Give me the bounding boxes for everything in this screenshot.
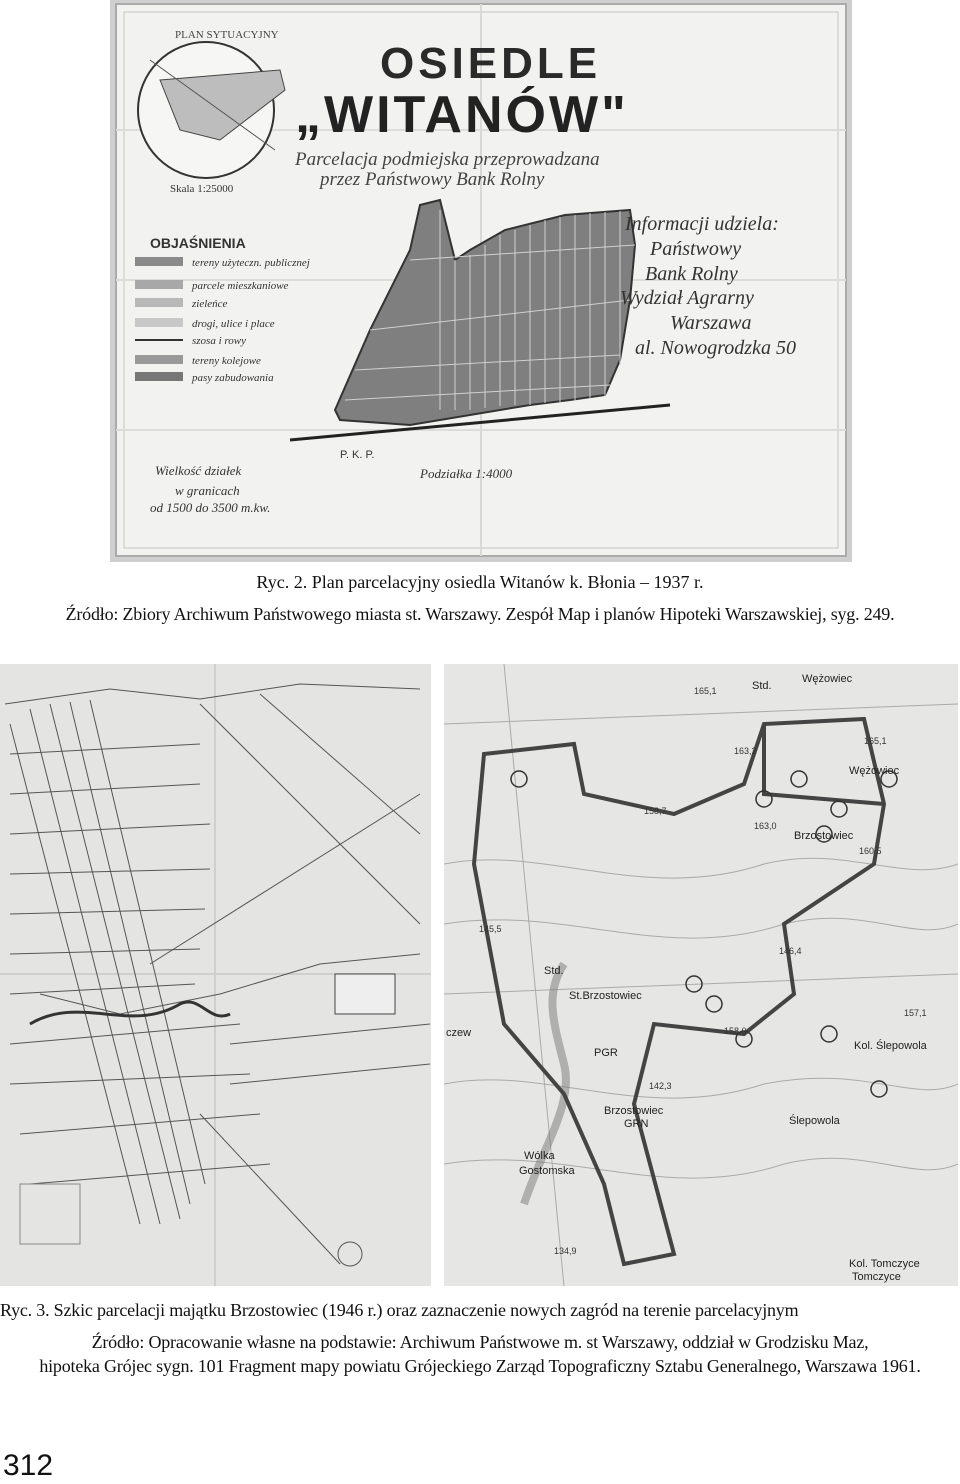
- svg-text:163,0: 163,0: [754, 821, 777, 831]
- figure-2-caption: Ryc. 2. Plan parcelacyjny osiedla Witanów k. Błonia – 1937 r.: [256, 572, 704, 592]
- svg-text:158,7: 158,7: [644, 806, 667, 816]
- svg-text:parcele mieszkaniowe: parcele mieszkaniowe: [192, 280, 289, 292]
- svg-text:St.Brzostowiec: St.Brzostowiec: [569, 990, 642, 1002]
- svg-text:zieleńce: zieleńce: [192, 298, 228, 310]
- plan-title-witanow: „WITANÓW": [295, 86, 629, 144]
- svg-text:czew: czew: [446, 1027, 472, 1039]
- svg-text:w granicach: w granicach: [175, 483, 240, 498]
- svg-text:tereny użyteczn. publicznej: tereny użyteczn. publicznej: [192, 257, 310, 269]
- figure-3-source-line-1: Źródło: Opracowanie własne na podstawie: Archiwum Państwowe m. st Warszawy, oddział w Grodzisku Maz,: [91, 1332, 869, 1352]
- svg-text:drogi, ulice i place: drogi, ulice i place: [192, 318, 275, 330]
- figure-witanow-plan: [110, 0, 852, 562]
- svg-text:Informacji udziela:: Informacji udziela:: [625, 213, 779, 235]
- svg-text:szosa i rowy: szosa i rowy: [192, 335, 246, 347]
- svg-text:160,5: 160,5: [859, 846, 882, 856]
- svg-text:Wężowiec: Wężowiec: [802, 673, 853, 685]
- svg-text:GRN: GRN: [624, 1118, 649, 1130]
- figure-3-caption: Ryc. 3. Szkic parcelacji majątku Brzostowiec (1946 r.) oraz zaznaczenie nowych zagród na terenie parcelacyjnym: [0, 1300, 799, 1320]
- legend-title: OBJAŚNIENIA: [150, 235, 246, 251]
- plan-title-osiedle: OSIEDLE: [380, 39, 602, 88]
- svg-text:Std.: Std.: [752, 680, 772, 692]
- svg-text:od 1500 do 3500 m.kw.: od 1500 do 3500 m.kw.: [150, 500, 271, 515]
- svg-text:pasy zabudowania: pasy zabudowania: [192, 372, 274, 384]
- svg-text:Ślepowola: Ślepowola: [789, 1115, 840, 1127]
- svg-text:Kol. Ślepowola: Kol. Ślepowola: [854, 1040, 927, 1052]
- svg-text:Wólka: Wólka: [524, 1150, 555, 1162]
- figure-brzostowiec-sketch: [0, 664, 431, 1286]
- svg-text:Warszawa: Warszawa: [670, 312, 752, 334]
- figure-topographic-map: [444, 664, 958, 1286]
- svg-text:157,1: 157,1: [904, 1008, 927, 1018]
- witanow-plan-image: [110, 0, 852, 562]
- plan-scale: Podziałka 1:4000: [420, 466, 513, 481]
- svg-text:Brzostowiec: Brzostowiec: [604, 1105, 664, 1117]
- svg-text:Wężowiec: Wężowiec: [849, 765, 900, 777]
- svg-text:165,1: 165,1: [864, 736, 887, 746]
- topographic-map-image: [444, 664, 958, 1286]
- svg-text:Brzostowiec: Brzostowiec: [794, 830, 854, 842]
- svg-text:142,3: 142,3: [649, 1081, 672, 1091]
- figure-2-source: Źródło: Zbiory Archiwum Państwowego miasta st. Warszawy. Zespół Map i planów Hipoteki Warszawskiej, syg. 249.: [65, 604, 895, 624]
- svg-text:tereny kolejowe: tereny kolejowe: [192, 355, 261, 367]
- svg-text:al. Nowogrodzka 50: al. Nowogrodzka 50: [635, 337, 796, 359]
- svg-text:134,9: 134,9: [554, 1246, 577, 1256]
- svg-text:Bank Rolny: Bank Rolny: [645, 263, 738, 285]
- brzostowiec-sketch-image: [0, 664, 431, 1286]
- svg-text:146,4: 146,4: [779, 946, 802, 956]
- svg-text:Std.: Std.: [544, 965, 564, 977]
- svg-text:Wydział Agrarny: Wydział Agrarny: [620, 287, 754, 309]
- plan-subtitle-1: Parcelacja podmiejska przeprowadzana: [295, 149, 600, 170]
- figure-3-source-line-2: hipoteka Grójec sygn. 101 Fragment mapy powiatu Grójeckiego Zarząd Topograficzny Sztabu Generalnego, Warszawa 1961.: [39, 1356, 921, 1376]
- svg-text:Kol. Tomczyce: Kol. Tomczyce: [849, 1258, 920, 1270]
- railway-label: P. K. P.: [340, 449, 375, 461]
- svg-text:158,0: 158,0: [724, 1026, 747, 1036]
- svg-text:145,5: 145,5: [479, 924, 502, 934]
- page-number: 312: [3, 1449, 54, 1482]
- svg-text:163,2: 163,2: [734, 746, 757, 756]
- inset-title: PLAN SYTUACYJNY: [175, 29, 279, 41]
- plan-subtitle-2: przez Państwowy Bank Rolny: [320, 169, 545, 190]
- svg-text:Wielkość działek: Wielkość działek: [155, 463, 242, 478]
- inset-scale: Skala 1:25000: [170, 183, 234, 195]
- svg-text:Gostomska: Gostomska: [519, 1165, 575, 1177]
- svg-text:Tomczyce: Tomczyce: [852, 1271, 901, 1283]
- svg-text:PGR: PGR: [594, 1047, 618, 1059]
- svg-text:Państwowy: Państwowy: [650, 238, 742, 260]
- svg-text:165,1: 165,1: [694, 686, 717, 696]
